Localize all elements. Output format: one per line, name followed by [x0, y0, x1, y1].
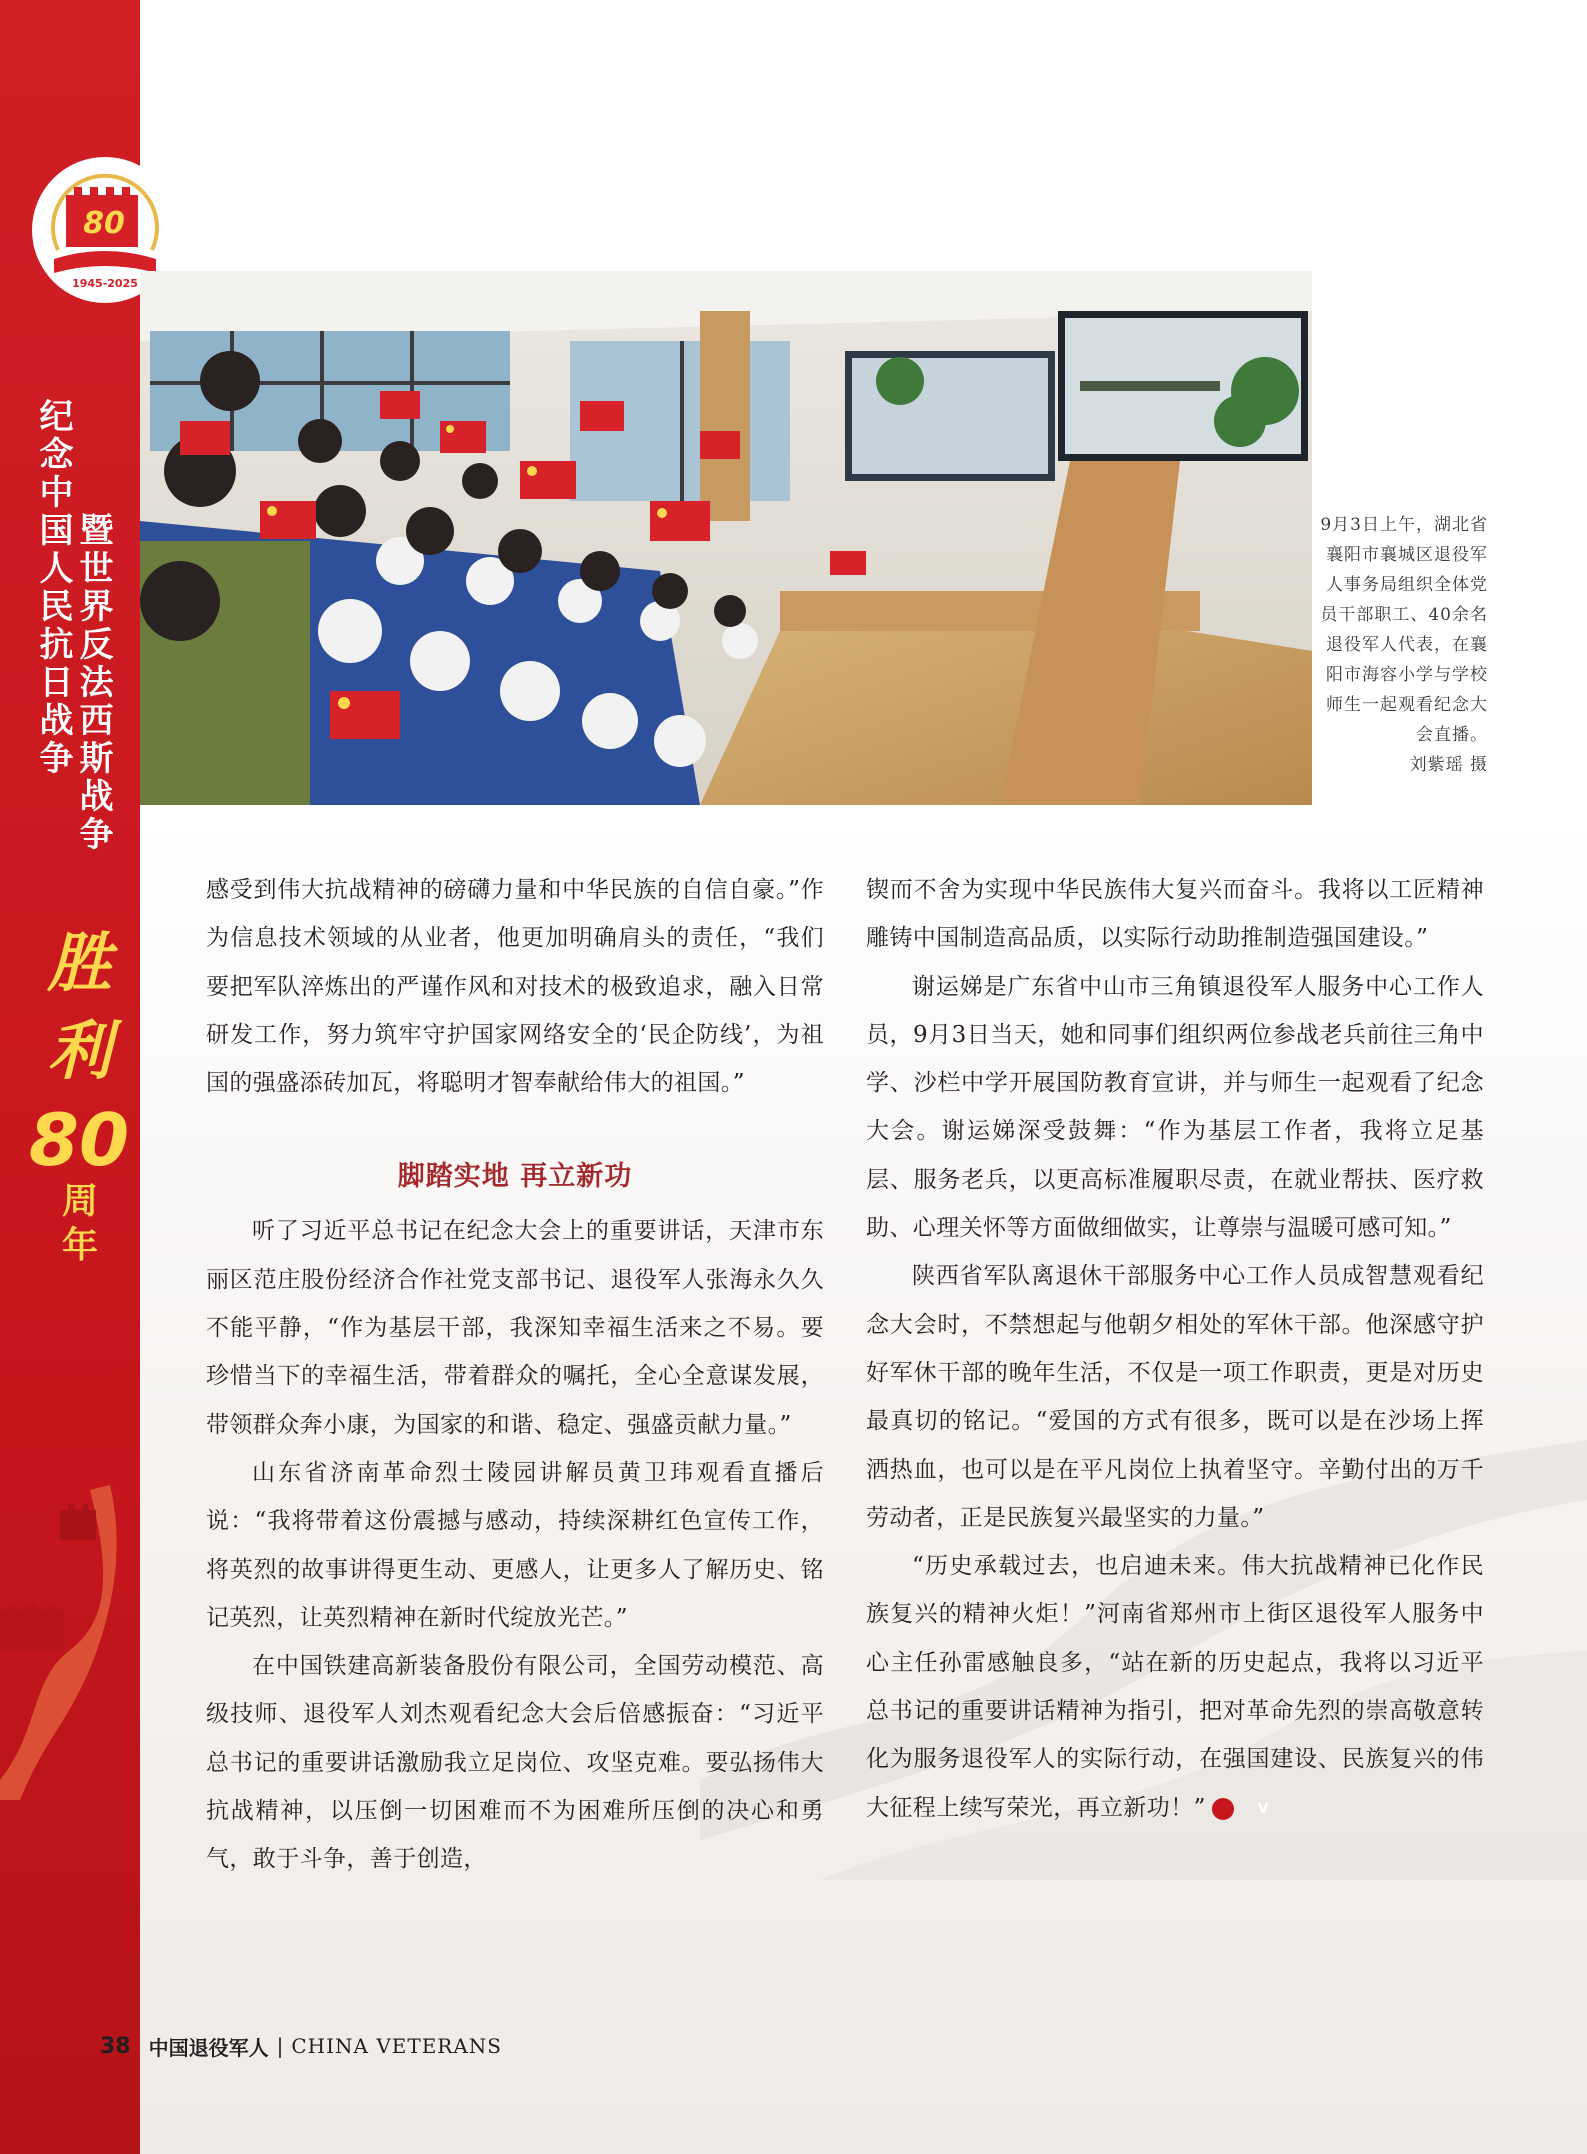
big-number-80: 80 [28, 1098, 130, 1182]
caption-text: 9月3日上午，湖北省襄阳市襄城区退役军人事务局组织全体党员干部职工、40余名退役军人代表，在襄阳市海容小学与学校师生一起观看纪念大会直播。 [1320, 515, 1488, 745]
right-paragraph-3: 陕西省军队离退休干部服务中心工作人员成智慧观看纪念大会时，不禁想起与他朝夕相处的军休干部。他深感守护好军休干部的晚年生活，不仅是一项工作职责，更是对历史最真切的铭记。“爱国的方式有很多，既可以是在沙场上挥洒热血，也可以是在平凡岗位上执着坚守。辛勤付出的万千劳动者，正是民族复兴最坚实的力量。” [866, 1263, 1484, 1531]
left-paragraph-2: 听了习近平总书记在纪念大会上的重要讲话，天津市东丽区范庄股份经济合作社党支部书记、退役军人张海永久久不能平静，“作为基层干部，我深知幸福生活来之不易。要珍惜当下的幸福生活，带着群众的嘱托，全心全意谋发展，带领群众奔小康，为国家的和谐、稳定、强盛贡献力量。” [206, 1218, 824, 1438]
magazine-name: 中国退役军人 [148, 2035, 269, 2060]
page-number: 38 [100, 2033, 131, 2059]
magazine-english-name: CHINA VETERANS [291, 2034, 503, 2058]
event-photo [140, 271, 1312, 805]
right-paragraph-4-text: “历史承载过去，也启迪未来。伟大抗战精神已化作民族复兴的精神火炬！”河南省郑州市上街区退役军人服务中心主任孙雷感触良多，“站在新的历史起点，我将以习近平总书记的重要讲话精神为指引，把对革命先烈的崇高敬意转化为服务退役军人的实际行动，在强国建设、民族复兴的伟大征程上续写荣光，再立新功！” [866, 1553, 1484, 1821]
anniversary-label: 周年 [61, 1181, 98, 1266]
section-subheading: 脚踏实地 再立新功 [397, 1161, 633, 1193]
sheng-char: 胜 [47, 926, 112, 1001]
emblem-number: 80 [83, 206, 125, 241]
right-paragraph-1: 锲而不舍为实现中华民族伟大复兴而奋斗。我将以工匠精神雕铸中国制造高品质，以实际行动助推制造强国建设。” [866, 877, 1484, 952]
sheng-li-calligraphy [32, 920, 127, 1096]
photo-credit: 刘紫瑶 摄 [1409, 755, 1488, 775]
left-paragraph-4: 在中国铁建高新装备股份有限公司，全国劳动模范、高级技师、退役军人刘杰观看纪念大会后倍感振奋：“习近平总书记的重要讲话激励我立足岗位、攻坚克难。要弘扬伟大抗战精神，以压倒一切困难而不为困难所压倒的决心和勇气，敢于斗争，善于创造， [206, 1653, 824, 1873]
red-sidebar [0, 0, 140, 2154]
emblem-years: 1945-2025 [72, 277, 138, 290]
left-paragraph-1: 感受到伟大抗战精神的磅礴力量和中华民族的自信自豪。”作为信息技术领域的从业者，他更加明确肩头的责任，“我们要把军队淬炼出的严谨作风和对技术的极致追求，融入日常研发工作，努力筑牢守护国家网络安全的‘民企防线’，为祖国的强盛添砖加瓦，将聪明才智奉献给伟大的祖国。” [206, 877, 825, 1097]
right-column [866, 866, 1484, 1832]
left-paragraph-3: 山东省济南革命烈士陵园讲解员黄卫玮观看直播后说：“我将带着这份震撼与感动，持续深耕红色宣传工作，将英烈的故事讲得更生动、更感人，让更多人了解历史、铭记英烈，让英烈精神在新时代绽放光芒。” [206, 1459, 824, 1631]
right-paragraph-2: 谢运娣是广东省中山市三角镇退役军人服务中心工作人员，9月3日当天，她和同事们组织两位参战老兵前往三角中学、沙栏中学开展国防教育宣讲，并与师生一起观看了纪念大会。谢运娣深受鼓舞：“作为基层工作者，我将立足基层、服务老兵，以更高标准履职尽责，在就业帮扶、医疗救助、心理关怀等方面做细做实，让尊崇与温暖可感可知。” [866, 973, 1484, 1242]
photo-caption [1320, 510, 1488, 780]
left-column [206, 866, 824, 1884]
great-wall-icon [0, 1450, 200, 1800]
page-footer [100, 2026, 502, 2066]
right-paragraph-4 [866, 1542, 1484, 1832]
sidebar-title-line2: 暨世界反法西斯战争 [73, 512, 113, 854]
end-mark-icon: V [1212, 1798, 1234, 1820]
li-char: 利 [47, 1014, 112, 1089]
footer-separator: | [276, 2034, 284, 2058]
sidebar-title-line1: 纪念中国人民抗日战争 [33, 398, 73, 778]
